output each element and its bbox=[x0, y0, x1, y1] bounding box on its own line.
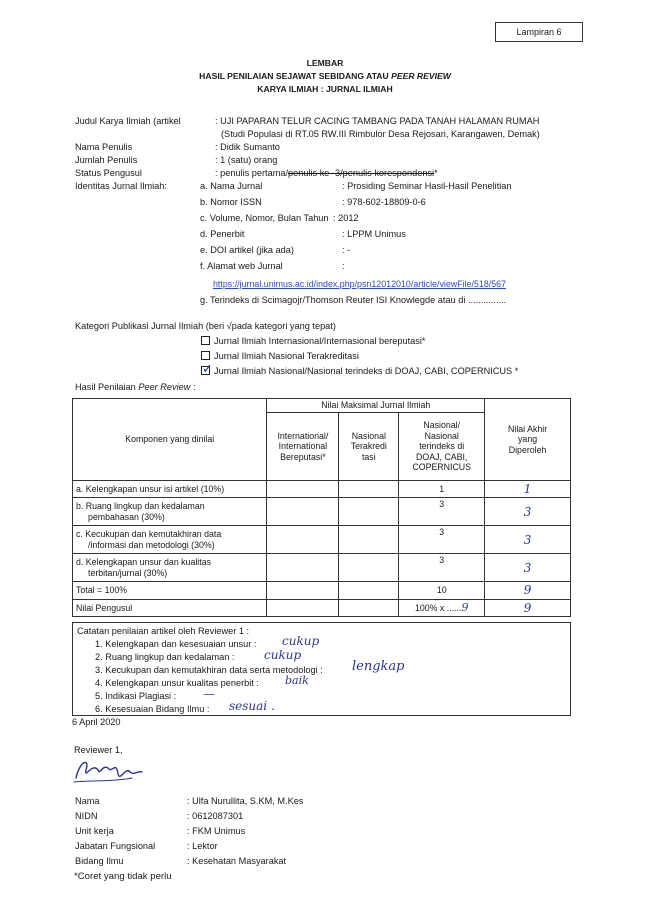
journal-key-g: g. Terindeks di Scimagojr/Thomson Reuter ISI Knowlegde atau di ............... bbox=[200, 295, 507, 305]
table-row bbox=[73, 554, 571, 582]
journal-value-e: : - bbox=[342, 245, 351, 255]
table-row bbox=[73, 498, 571, 526]
journal-key-a: a. Nama Jurnal bbox=[200, 181, 263, 191]
reviewer-value-unit: : FKM Unimus bbox=[187, 826, 246, 836]
pengusul-label: Nilai Pengusul bbox=[73, 599, 267, 616]
komponen-cell: a. Kelengkapan unsur isi artikel (10%) bbox=[73, 481, 267, 498]
title-karya: KARYA ILMIAH : JURNAL ILMIAH bbox=[257, 84, 393, 94]
journal-key-b: b. Nomor ISSN bbox=[200, 197, 262, 207]
status-pengusul-label: Status Pengusul bbox=[75, 168, 142, 178]
catatan-hw-2: cukup bbox=[264, 648, 302, 662]
col-terindeks-header: Nasional/ Nasional terindeks di DOAJ, CABI, COPERNICUS bbox=[399, 413, 485, 481]
judul-label: Judul Karya Ilmiah (artikel bbox=[75, 116, 181, 126]
nilai-akhir-header: Nilai Akhir yang Diperoleh bbox=[485, 399, 571, 481]
table-row-pengusul bbox=[73, 599, 571, 616]
journal-url-link[interactable]: https://jurnal.unimus.ac.id/index.php/psn12012010/article/viewFile/518/567 bbox=[213, 279, 507, 289]
lampiran-box: Lampiran 6 bbox=[495, 22, 583, 42]
catatan-hw-3: lengkap bbox=[352, 659, 405, 674]
table-row bbox=[73, 481, 571, 498]
signature bbox=[72, 752, 152, 792]
jumlah-penulis-value: : 1 (satu) orang bbox=[215, 155, 278, 165]
journal-key-d: d. Penerbit bbox=[200, 229, 245, 239]
pengusul-formula: 100% x ......9 bbox=[399, 599, 485, 616]
total-score: 9 bbox=[485, 582, 571, 599]
journal-value-f: : bbox=[342, 261, 345, 271]
status-pengusul-value: : penulis pertama/penulis ke -3/penulis korespondensi* bbox=[215, 168, 438, 178]
journal-key-c: c. Volume, Nomor, Bulan Tahun bbox=[200, 213, 329, 223]
title-hasil: HASIL PENILAIAN SEJAWAT SEBIDANG ATAU PEER REVIEW bbox=[199, 71, 451, 81]
footnote: *Coret yang tidak perlu bbox=[74, 871, 172, 882]
max-cell: 3 bbox=[399, 526, 485, 554]
pengusul-score: 9 bbox=[485, 599, 571, 616]
jumlah-penulis-label: Jumlah Penulis bbox=[75, 155, 138, 165]
kategori-option-internasional[interactable]: Jurnal Ilmiah Internasional/Internasional bereputasi* bbox=[201, 336, 425, 347]
catatan-hw-5: — bbox=[203, 687, 215, 701]
journal-value-d: : LPPM Unimus bbox=[342, 229, 406, 239]
reviewer-key-nidn: NIDN bbox=[75, 811, 98, 821]
nilai-maks-header: Nilai Maksimal Jurnal Ilmiah bbox=[267, 399, 485, 413]
judul-value-2: (Studi Populasi di RT.05 RW.III Rimbulor Desa Rejosari, Karangawen, Demak) bbox=[221, 129, 540, 139]
catatan-item-2: 2. Ruang lingkup dan kedalaman : bbox=[95, 652, 235, 662]
date: 6 April 2020 bbox=[72, 717, 121, 727]
total-label: Total = 100% bbox=[73, 582, 267, 599]
kategori-option-terakreditasi[interactable]: Jurnal Ilmiah Nasional Terakreditasi bbox=[201, 351, 359, 362]
komponen-cell: d. Kelengkapan unsur dan kualitas terbitan/jurnal (30%) bbox=[73, 554, 267, 582]
catatan-item-6: 6. Kesesuaian Bidang Ilmu : bbox=[95, 704, 210, 714]
reviewer-label: Reviewer 1, bbox=[74, 745, 123, 755]
journal-key-f: f. Alamat web Jurnal bbox=[200, 261, 283, 271]
score-cell: 3 bbox=[485, 498, 571, 526]
checked-checkbox-icon[interactable] bbox=[201, 366, 210, 375]
catatan-item-1: 1. Kelengkapan dan kesesuaian unsur : bbox=[95, 639, 257, 649]
catatan-hw-6: sesuai . bbox=[229, 699, 275, 713]
checkbox-icon[interactable] bbox=[201, 351, 210, 360]
catatan-item-5: 5. Indikasi Plagiasi : bbox=[95, 691, 177, 701]
max-cell: 3 bbox=[399, 498, 485, 526]
catatan-item-3: 3. Kecukupan dan kemutakhiran data serta metodologi : bbox=[95, 665, 323, 675]
catatan-hw-4: baik bbox=[285, 674, 309, 687]
reviewer-value-bidang: : Kesehatan Masyarakat bbox=[187, 856, 287, 866]
score-cell: 1 bbox=[485, 481, 571, 498]
reviewer-value-nidn: : 0612087301 bbox=[187, 811, 244, 821]
review-table bbox=[72, 398, 571, 617]
checkbox-icon[interactable] bbox=[201, 336, 210, 345]
judul-value-1: : UJI PAPARAN TELUR CACING TAMBANG PADA TANAH HALAMAN RUMAH bbox=[215, 116, 540, 126]
journal-value-c: : 2012 bbox=[333, 213, 359, 223]
catatan-item-4: 4. Kelengkapan unsur kualitas penerbit : bbox=[95, 678, 259, 688]
total-max: 10 bbox=[399, 582, 485, 599]
hasil-penilaian-label: Hasil Penilaian Peer Review : bbox=[75, 382, 196, 392]
komponen-cell: c. Kecukupan dan kemutakhiran data /informasi dan metodologi (30%) bbox=[73, 526, 267, 554]
kategori-label: Kategori Publikasi Jurnal Ilmiah (beri √pada kategori yang tepat) bbox=[75, 321, 336, 331]
table-row bbox=[73, 526, 571, 554]
col-internasional-header: International/ International Bereputasi* bbox=[267, 413, 339, 481]
reviewer-key-unit: Unit kerja bbox=[75, 826, 114, 836]
col-nasional-header: Nasional Terakredi tasi bbox=[339, 413, 399, 481]
max-cell: 1 bbox=[399, 481, 485, 498]
journal-value-b: : 978-602-18809-0-6 bbox=[342, 197, 426, 207]
catatan-title: Catatan penilaian artikel oleh Reviewer 1 : bbox=[77, 626, 250, 636]
score-cell: 3 bbox=[485, 526, 571, 554]
table-row-total bbox=[73, 582, 571, 599]
reviewer-value-nama: : Ulfa Nurullita, S.KM, M.Kes bbox=[187, 796, 304, 806]
journal-value-a: : Prosiding Seminar Hasil-Hasil Penelitian bbox=[342, 181, 512, 191]
nama-penulis-value: : Didik Sumanto bbox=[215, 142, 280, 152]
score-cell: 3 bbox=[485, 554, 571, 582]
reviewer-key-bidang: Bidang Ilmu bbox=[75, 856, 124, 866]
nama-penulis-label: Nama Penulis bbox=[75, 142, 133, 152]
reviewer-key-jabatan: Jabatan Fungsional bbox=[75, 841, 156, 851]
title-lembar: LEMBAR bbox=[306, 58, 344, 68]
komponen-cell: b. Ruang lingkup dan kedalaman pembahasan (30%) bbox=[73, 498, 267, 526]
kategori-option-terindeks[interactable]: ✓Jurnal Ilmiah Nasional/Nasional terindeks di DOAJ, CABI, COPERNICUS * bbox=[201, 366, 518, 377]
catatan-hw-1: cukup bbox=[282, 634, 320, 648]
identitas-jurnal-label: Identitas Jurnal Ilmiah: bbox=[75, 181, 167, 191]
reviewer-value-jabatan: : Lektor bbox=[187, 841, 218, 851]
max-cell: 3 bbox=[399, 554, 485, 582]
reviewer-key-nama: Nama bbox=[75, 796, 100, 806]
komponen-header: Komponen yang dinilai bbox=[73, 399, 267, 481]
journal-key-e: e. DOI artikel (jika ada) bbox=[200, 245, 294, 255]
